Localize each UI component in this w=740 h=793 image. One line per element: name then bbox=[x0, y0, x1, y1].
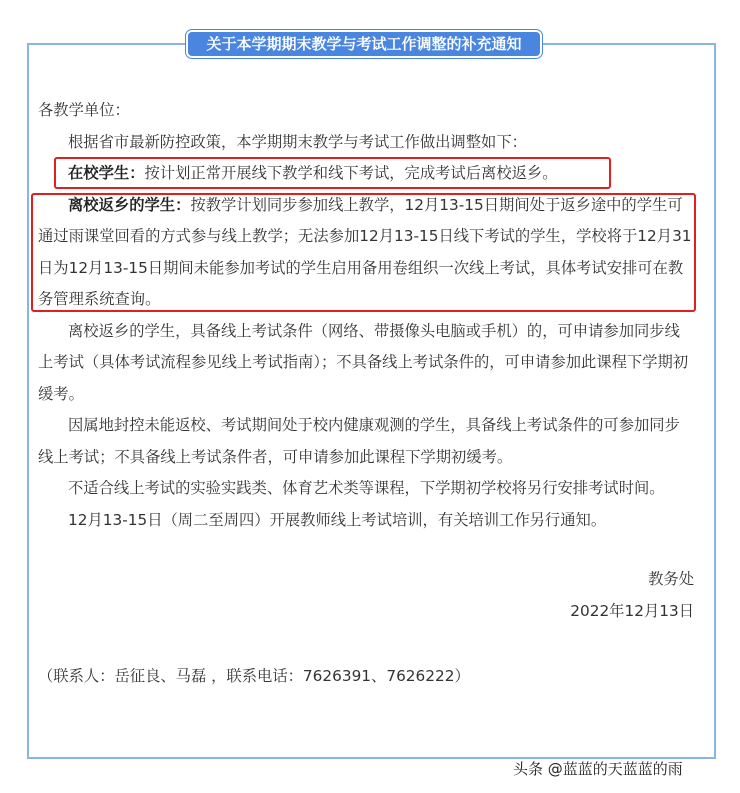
body-paragraph-courses: 不适合线上考试的实验实践类、体育艺术类等课程，下学期初学校将另行安排考试时间。 bbox=[68, 479, 665, 497]
on-campus-text: 按计划正常开展线下教学和线下考试，完成考试后离校返乡。 bbox=[144, 164, 558, 182]
on-campus-label: 在校学生： bbox=[68, 164, 145, 182]
on-campus-paragraph bbox=[38, 158, 694, 190]
notice-body bbox=[38, 95, 694, 693]
body-paragraph-lockdown: 因属地封控未能返校、考试期间处于校内健康观测的学生，具备线上考试条件的可参加同步线上考试；不具备线上考试条件者，可申请参加此课程下学期初缓考。 bbox=[38, 416, 680, 466]
notice-title: 关于本学期期末教学与考试工作调整的补充通知 bbox=[186, 30, 542, 58]
spacer bbox=[38, 627, 694, 661]
intro-paragraph: 根据省市最新防控政策，本学期期末教学与考试工作做出调整如下： bbox=[68, 132, 527, 151]
salutation: 各教学单位： bbox=[38, 101, 130, 119]
body-paragraph-training: 12月13-15日（周二至周四）开展教师线上考试培训，有关培训工作另行通知。 bbox=[68, 510, 607, 529]
leaving-label: 离校返乡的学生： bbox=[68, 195, 191, 214]
watermark-text: 头条 @蓝蓝的天蓝蓝的雨 bbox=[513, 760, 683, 778]
signature-office: 教务处 bbox=[648, 570, 694, 588]
body-paragraph-online-exam: 离校返乡的学生，具备线上考试条件（网络、带摄像头电脑或手机）的，可申请参加同步线上考试（具体考试流程参见线上考试指南）；不具备线上考试条件的，可申请参加此课程下学期初缓考。 bbox=[38, 321, 689, 403]
spacer bbox=[38, 536, 694, 564]
leaving-paragraph bbox=[38, 190, 694, 316]
leaving-text: 按教学计划同步参加线上教学，12月13-15日期间处于返乡途中的学生可通过雨课堂回看的方式参与线上教学；无法参加12月13-15日线下考试的学生，学校将于12月31日为12月13-15日期间未能参加考试的学生启用备用卷组织一次线上考试，具体考试安排可在教务管理系统查询。 bbox=[38, 195, 692, 308]
contact-info: （联系人：岳征良、马磊 ，联系电话：7626391、7626222） bbox=[38, 667, 470, 685]
signature-date: 2022年12月13日 bbox=[570, 601, 694, 620]
